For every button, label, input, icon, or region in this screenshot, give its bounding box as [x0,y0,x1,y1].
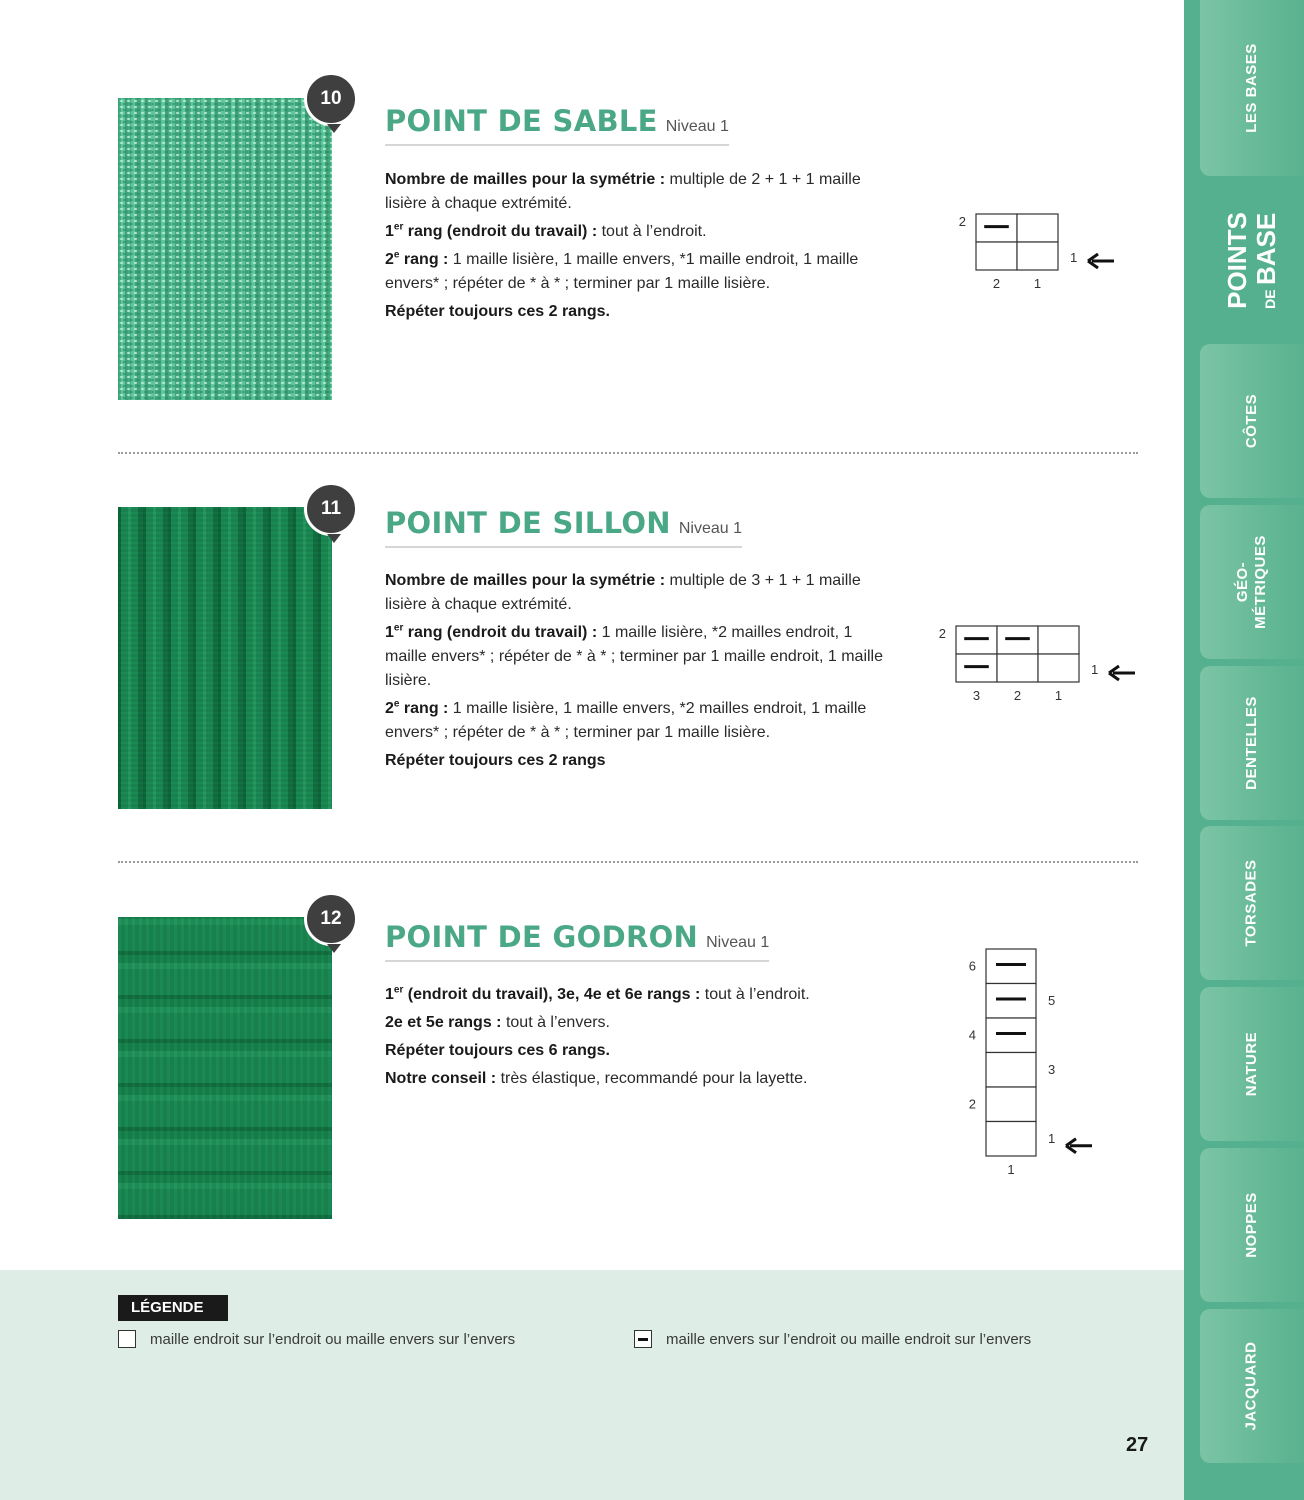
chart-cell [986,984,1036,1019]
chart-cell [986,1053,1036,1088]
row-label-left: 6 [968,958,976,974]
chart-grid-svg [930,622,1139,706]
instruction-paragraph [385,168,890,216]
stitch-instructions [385,983,905,1095]
instruction-paragraph [385,248,890,296]
instruction-paragraph [385,1067,905,1091]
swatch-photo-sillon [118,507,332,809]
tab-dentelles[interactable] [1200,666,1304,820]
row-label-left: 2 [938,626,946,641]
instruction-paragraph [385,300,890,324]
tab-geometriques[interactable] [1200,505,1304,659]
instruction-text: très élastique, recommandé pour la layette. [496,1070,808,1087]
page-number: 27 [1126,1434,1149,1456]
stitch-title: POINT DE SILLON [385,506,671,540]
instruction-text: tout à l’envers. [501,1014,610,1031]
stitch-instructions [385,168,890,328]
arrow-left-icon [1109,666,1135,680]
stitch-title-row [385,920,769,962]
stitch-title-row [385,104,729,146]
stitch-title: POINT DE SABLE [385,104,658,138]
stitch-chart-sillon [930,622,1139,711]
section-divider [118,861,1138,863]
row-label-left: 2 [968,1096,976,1112]
chart-cell [986,1087,1036,1122]
instruction-label: Répéter toujours ces 2 rangs. [385,303,610,320]
chart-grid-svg [960,945,1096,1180]
stitch-title: POINT DE GODRON [385,920,699,954]
instruction-paragraph [385,621,890,693]
stitch-chart-godron [960,945,1096,1185]
instruction-text: tout à l’endroit. [700,986,810,1003]
tab-label: NOPPES [1243,1192,1260,1258]
tab-label: NATURE [1242,1031,1260,1097]
instruction-paragraph [385,983,905,1007]
instruction-label: Nombre de mailles pour la symétrie : [385,572,666,589]
instruction-text: multiple de 2 + 1 + 1 maille lisière à chaque extrémité. [385,171,861,212]
instruction-text: multiple de 3 + 1 + 1 maille lisière à chaque extrémité. [385,572,861,613]
column-label: 2 [1013,688,1022,703]
column-label: 3 [972,688,981,703]
chart-cell [1038,654,1079,682]
chart-grid-svg [950,210,1118,294]
chart-cell [986,1122,1036,1157]
instruction-label: Répéter toujours ces 6 rangs. [385,1042,610,1059]
row-label-right: 3 [1048,1061,1056,1077]
tab-label: CÔTES [1243,393,1260,449]
row-label-right: 1 [1048,1130,1056,1146]
stitch-title-row [385,506,742,548]
instruction-label: Notre conseil : [385,1070,497,1087]
instruction-paragraph [385,697,890,745]
legend-item-knit [118,1330,515,1348]
empty-square-icon [118,1330,136,1348]
arrow-left-icon [1066,1139,1092,1153]
instruction-label: 2e et 5e rangs : [385,1014,502,1031]
chart-cell [1017,214,1058,242]
stitch-number-badge: 11 [304,482,358,536]
instruction-label: 2e rang : [385,698,449,717]
legend-item-purl [634,1330,1031,1348]
purl-square-icon [634,1330,652,1348]
row-label-right: 1 [1091,662,1099,677]
row-label-left: 4 [968,1027,976,1043]
tab-torsades[interactable] [1200,826,1304,980]
instruction-paragraph [385,220,890,244]
column-label: 1 [1054,688,1063,703]
tab-label: TORSADES [1242,859,1260,947]
legend-label: maille envers sur l’endroit ou maille endroit sur l’envers [666,1330,1032,1348]
instruction-paragraph [385,749,890,773]
arrow-left-icon [1088,254,1114,268]
instruction-label: Nombre de mailles pour la symétrie : [385,171,666,188]
stitch-level: Niveau 1 [665,118,729,135]
chart-cell [1038,626,1079,654]
stitch-instructions [385,569,890,777]
instruction-text: 1 maille lisière, 1 maille envers, *2 mailles endroit, 1 maille envers* ; répéter de * à * ; terminer par 1 maille lisière. [385,700,867,741]
swatch-photo-godron [118,917,332,1219]
instruction-label: 1er (endroit du travail), 3e, 4e et 6e rangs : [385,984,701,1003]
instruction-label: 1er rang (endroit du travail) : [385,622,598,641]
row-label-left: 2 [958,214,966,229]
tab-label: DENTELLES [1243,696,1260,790]
column-label: 1 [1033,276,1042,291]
tab-jacquard[interactable] [1200,1309,1304,1463]
chapter-tabs-sidebar [1184,0,1304,1500]
tab-label: JACQUARD [1242,1341,1260,1431]
instruction-label: 1er rang (endroit du travail) : [385,221,598,240]
instruction-text: 1 maille lisière, 1 maille envers, *1 maille endroit, 1 maille envers* ; répéter de * à * ; terminer par 1 maille lisière. [385,251,859,292]
chart-cell [1017,242,1058,270]
tab-label: GÉO- MÉTRIQUES [1234,535,1269,629]
tab-noppes[interactable] [1200,1148,1304,1302]
stitch-level: Niveau 1 [678,520,743,537]
stitch-chart-sable [950,210,1118,299]
instruction-text: tout à l’endroit. [597,223,707,240]
row-label-right: 1 [1070,250,1078,265]
tab-cotes[interactable] [1200,344,1304,498]
instruction-paragraph [385,1011,905,1035]
tab-nature[interactable] [1200,987,1304,1141]
instruction-paragraph [385,1039,905,1063]
stitch-number-badge: 12 [304,892,358,946]
instruction-label: Répéter toujours ces 2 rangs [385,752,606,769]
instruction-paragraph [385,569,890,617]
column-label: 2 [992,276,1001,291]
row-label-right: 5 [1048,992,1056,1008]
column-label: 1 [1007,1162,1015,1177]
swatch-photo-sable [118,98,332,400]
section-divider [118,452,1138,454]
legend-title: LÉGENDE [118,1295,228,1321]
instruction-label: 2e rang : [385,249,449,268]
chart-cell [986,1018,1036,1053]
tab-label: POINTS DE BASE [1221,211,1281,309]
chart-cell [976,242,1017,270]
legend-label: maille endroit sur l’endroit ou maille envers sur l’envers [150,1330,516,1348]
stitch-level: Niveau 1 [706,934,770,951]
tab-points-de-base[interactable] [1200,180,1304,340]
chart-cell [997,654,1038,682]
tab-les-bases[interactable] [1200,0,1304,176]
instruction-text: 1 maille lisière, *2 mailles endroit, 1 maille envers* ; répéter de * à * ; terminer par 1 maille endroit, 1 maille lisière. [385,624,883,689]
stitch-number-badge: 10 [304,72,358,126]
chart-cell [986,949,1036,984]
tab-label: LES BASES [1243,43,1260,133]
